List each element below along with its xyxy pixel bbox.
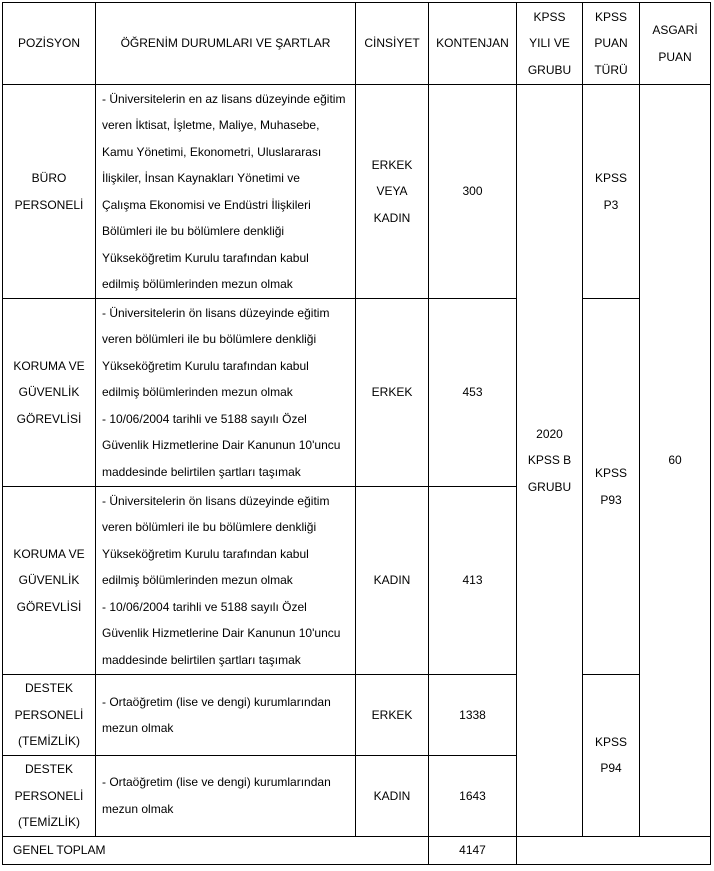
conditions-cell: - Üniversitelerin ön lisans düzeyinde eğitim veren bölümleri ile bu bölümlere denkliği Yükseköğretim Kurulu tarafından kabul edilmiş bölümlerinden mezun olmak - 10/06/2004 tarihli ve 5188 sayılı Özel Güvenlik Hizmetlerine Dair Kanunun 10'uncu maddesinde belirtilen şartları taşımak: [96, 487, 356, 675]
total-label: GENEL TOPLAM: [3, 836, 429, 864]
quota-cell: 1338: [429, 675, 517, 756]
kpss-type-p94-cell: KPSS P94: [583, 675, 640, 837]
table-row: [3, 675, 711, 756]
table-row: [3, 299, 711, 487]
quota-cell: 1643: [429, 756, 517, 837]
position-cell: KORUMA VE GÜVENLİK GÖREVLİSİ: [3, 299, 96, 487]
gender-cell: KADIN: [356, 487, 429, 675]
min-score-cell: 60: [640, 85, 711, 837]
header-kpss-type: KPSS PUAN TÜRÜ: [583, 3, 640, 85]
position-cell: DESTEK PERSONELİ (TEMİZLİK): [3, 675, 96, 756]
position-cell: DESTEK PERSONELİ (TEMİZLİK): [3, 756, 96, 837]
kpss-type-p3-cell: KPSS P3: [583, 85, 640, 299]
conditions-cell: - Ortaöğretim (lise ve dengi) kurumlarından mezun olmak: [96, 675, 356, 756]
gender-cell: KADIN: [356, 756, 429, 837]
table-row: [3, 85, 711, 299]
conditions-cell: - Üniversitelerin ön lisans düzeyinde eğitim veren bölümleri ile bu bölümlere denkliği Yükseköğretim Kurulu tarafından kabul edilmiş bölümlerinden mezun olmak - 10/06/2004 tarihli ve 5188 sayılı Özel Güvenlik Hizmetlerine Dair Kanunun 10'uncu maddesinde belirtilen şartları taşımak: [96, 299, 356, 487]
gender-cell: ERKEK: [356, 299, 429, 487]
header-min-score: ASGARİ PUAN: [640, 3, 711, 85]
position-cell: KORUMA VE GÜVENLİK GÖREVLİSİ: [3, 487, 96, 675]
header-kpss-year: KPSS YILI VE GRUBU: [517, 3, 583, 85]
header-position: POZİSYON: [3, 3, 96, 85]
position-cell: BÜRO PERSONELİ: [3, 85, 96, 299]
header-row: [3, 3, 711, 85]
kpss-year-cell: 2020 KPSS B GRUBU: [517, 85, 583, 837]
quota-cell: 453: [429, 299, 517, 487]
gender-cell: ERKEK VEYA KADIN: [356, 85, 429, 299]
total-empty-cell: [517, 836, 711, 864]
total-value: 4147: [429, 836, 517, 864]
conditions-cell: - Üniversitelerin en az lisans düzeyinde eğitim veren İktisat, İşletme, Maliye, Muhasebe, Kamu Yönetimi, Ekonometri, Uluslararası İlişkiler, İnsan Kaynakları Yönetimi ve Çalışma Ekonomisi ve Endüstri İlişkileri Bölümleri ile bu bölümlere denkliği Yükseköğretim Kurulu tarafından kabul edilmiş bölümlerinden mezun olmak: [96, 85, 356, 299]
header-gender: CİNSİYET: [356, 3, 429, 85]
quota-cell: 413: [429, 487, 517, 675]
conditions-cell: - Ortaöğretim (lise ve dengi) kurumlarından mezun olmak: [96, 756, 356, 837]
header-conditions: ÖĞRENİM DURUMLARI VE ŞARTLAR: [96, 3, 356, 85]
gender-cell: ERKEK: [356, 675, 429, 756]
header-quota: KONTENJAN: [429, 3, 517, 85]
kpss-type-p93-cell: KPSS P93: [583, 299, 640, 675]
total-row: [3, 836, 711, 864]
positions-table: [2, 2, 711, 865]
quota-cell: 300: [429, 85, 517, 299]
